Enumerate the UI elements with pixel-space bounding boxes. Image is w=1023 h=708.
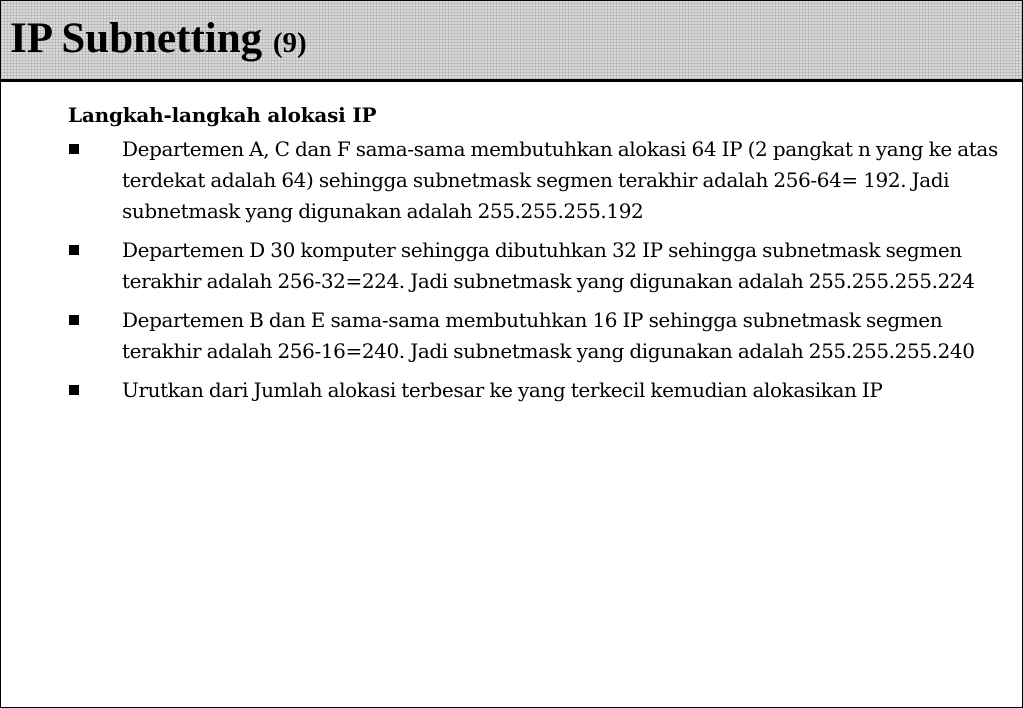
title-bar [1, 1, 1022, 82]
bullet-text: Urutkan dari Jumlah alokasi terbesar ke yang terkecil kemudian alokasikan IP [122, 378, 883, 402]
square-bullet-icon [69, 144, 79, 154]
square-bullet-icon [69, 245, 79, 255]
square-bullet-icon [69, 385, 79, 395]
slide-content [68, 100, 1018, 414]
slide-number: (9) [272, 27, 307, 59]
bullet-item [68, 305, 1018, 367]
bullet-text: Departemen B dan E sama-sama membutuhkan 16 IP sehingga subnetmask segmen terakhir adalah 256-16=240. Jadi subnetmask yang digunakan adalah 255.255.255.240 [122, 308, 975, 363]
bullet-text: Departemen A, C dan F sama-sama membutuhkan alokasi 64 IP (2 pangkat n yang ke atas terdekat adalah 64) sehingga subnetmask segmen terakhir adalah 256-64= 192. Jadi subnetmask yang digunakan adalah 255.255.255.192 [122, 137, 998, 223]
bullet-item [68, 375, 1018, 406]
bullet-item [68, 134, 1018, 227]
slide-title-text: IP Subnetting [10, 15, 263, 62]
slide-title [10, 13, 307, 69]
subheading: Langkah-langkah alokasi IP [68, 103, 377, 127]
bullet-text: Departemen D 30 komputer sehingga dibutuhkan 32 IP sehingga subnetmask segmen terakhir adalah 256-32=224. Jadi subnetmask yang digunakan adalah 255.255.255.224 [122, 238, 975, 293]
bullet-item [68, 235, 1018, 297]
square-bullet-icon [69, 315, 79, 325]
bullet-list [68, 134, 1018, 406]
